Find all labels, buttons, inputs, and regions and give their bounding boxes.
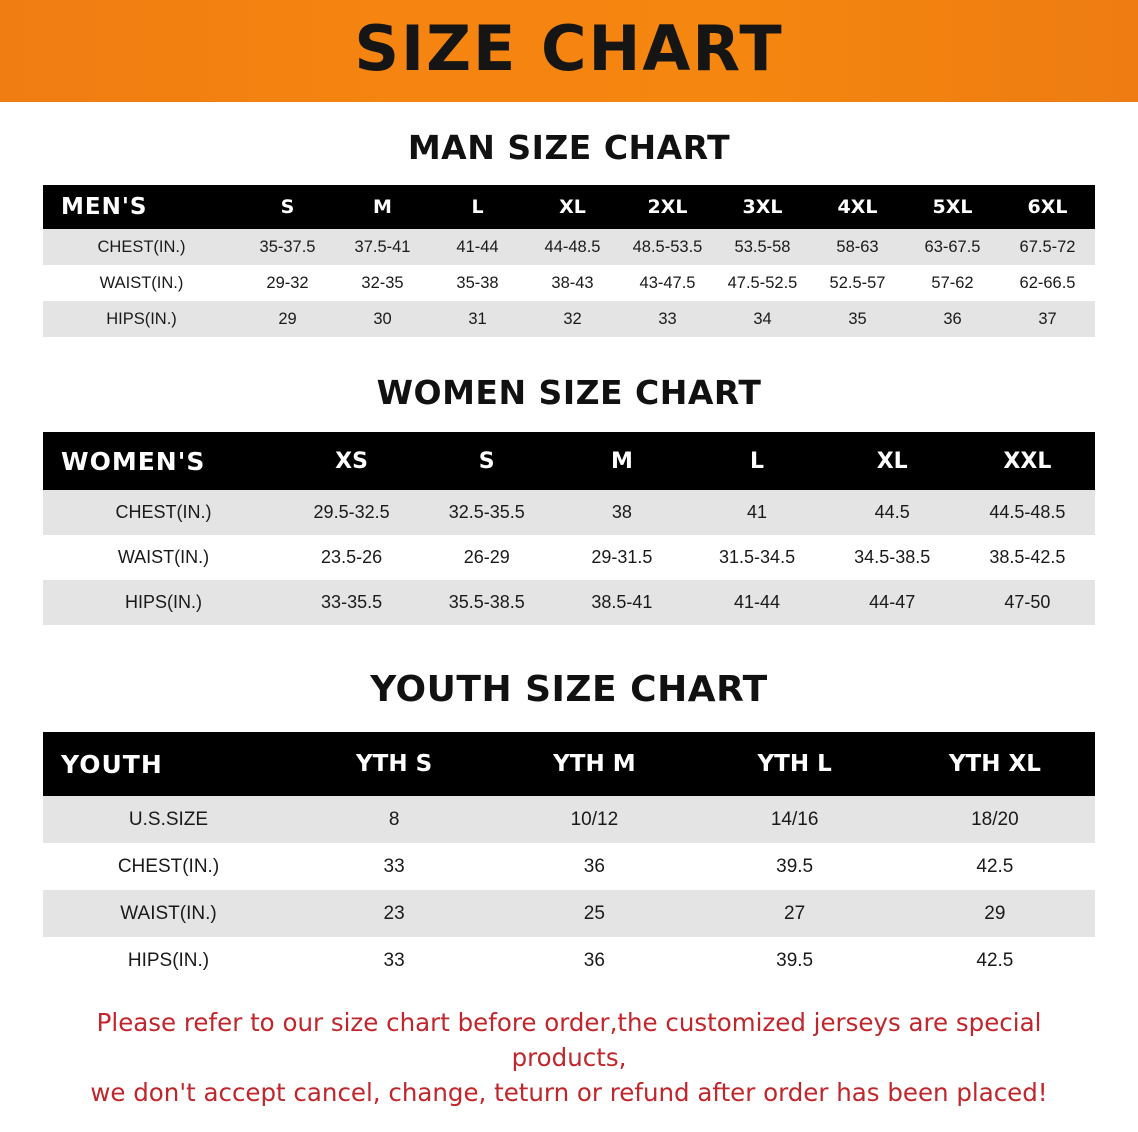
man-hips-s: 29 bbox=[240, 301, 335, 337]
table-row bbox=[43, 490, 1095, 535]
women-waist-l: 31.5-34.5 bbox=[689, 535, 824, 580]
women-hips-xl: 44-47 bbox=[825, 580, 960, 625]
man-hips-4xl: 35 bbox=[810, 301, 905, 337]
women-chest-s: 32.5-35.5 bbox=[419, 490, 554, 535]
youth-header-size-l: YTH L bbox=[695, 732, 895, 796]
man-header-size-3xl: 3XL bbox=[715, 185, 810, 229]
man-size-table bbox=[43, 185, 1095, 337]
youth-waist-l: 27 bbox=[695, 890, 895, 937]
table-row bbox=[43, 580, 1095, 625]
women-header-size-xs: XS bbox=[284, 432, 419, 490]
man-hips-6xl: 37 bbox=[1000, 301, 1095, 337]
man-header-size-m: M bbox=[335, 185, 430, 229]
man-hips-3xl: 34 bbox=[715, 301, 810, 337]
youth-us-size-s: 8 bbox=[294, 796, 494, 843]
youth-header-label: YOUTH bbox=[43, 732, 294, 796]
youth-hips-s: 33 bbox=[294, 937, 494, 984]
man-chest-s: 35-37.5 bbox=[240, 229, 335, 265]
women-header-label: WOMEN'S bbox=[43, 432, 284, 490]
man-chest-m: 37.5-41 bbox=[335, 229, 430, 265]
women-hips-s: 35.5-38.5 bbox=[419, 580, 554, 625]
women-size-table bbox=[43, 432, 1095, 625]
man-waist-5xl: 57-62 bbox=[905, 265, 1000, 301]
man-header-size-2xl: 2XL bbox=[620, 185, 715, 229]
policy-note-line-2: we don't accept cancel, change, teturn or refund after order has been placed! bbox=[90, 1077, 1048, 1107]
women-table-head bbox=[43, 432, 1095, 490]
man-chest-3xl: 53.5-58 bbox=[715, 229, 810, 265]
women-row-label-chest: CHEST(IN.) bbox=[43, 490, 284, 535]
table-row bbox=[43, 890, 1095, 937]
youth-table-header-row bbox=[43, 732, 1095, 796]
youth-chest-s: 33 bbox=[294, 843, 494, 890]
youth-size-table bbox=[43, 732, 1095, 984]
man-table-head bbox=[43, 185, 1095, 229]
women-chest-xxl: 44.5-48.5 bbox=[960, 490, 1095, 535]
man-waist-l: 35-38 bbox=[430, 265, 525, 301]
women-hips-xxl: 47-50 bbox=[960, 580, 1095, 625]
youth-row-label-us-size: U.S.SIZE bbox=[43, 796, 294, 843]
youth-us-size-xl: 18/20 bbox=[895, 796, 1095, 843]
women-header-size-xl: XL bbox=[825, 432, 960, 490]
women-chest-xl: 44.5 bbox=[825, 490, 960, 535]
man-size-table-wrap bbox=[43, 185, 1095, 337]
man-waist-2xl: 43-47.5 bbox=[620, 265, 715, 301]
man-header-size-s: S bbox=[240, 185, 335, 229]
man-hips-xl: 32 bbox=[525, 301, 620, 337]
youth-us-size-m: 10/12 bbox=[494, 796, 694, 843]
man-chest-6xl: 67.5-72 bbox=[1000, 229, 1095, 265]
policy-note bbox=[39, 1006, 1099, 1110]
youth-hips-m: 36 bbox=[494, 937, 694, 984]
women-header-size-m: M bbox=[554, 432, 689, 490]
man-waist-m: 32-35 bbox=[335, 265, 430, 301]
table-row bbox=[43, 843, 1095, 890]
man-waist-xl: 38-43 bbox=[525, 265, 620, 301]
youth-us-size-l: 14/16 bbox=[695, 796, 895, 843]
table-row bbox=[43, 265, 1095, 301]
page-banner bbox=[0, 0, 1138, 102]
women-waist-xl: 34.5-38.5 bbox=[825, 535, 960, 580]
women-row-label-waist: WAIST(IN.) bbox=[43, 535, 284, 580]
man-hips-5xl: 36 bbox=[905, 301, 1000, 337]
man-row-label-chest: CHEST(IN.) bbox=[43, 229, 240, 265]
policy-note-line-1: Please refer to our size chart before order,the customized jerseys are special products, bbox=[96, 1008, 1042, 1072]
women-waist-xs: 23.5-26 bbox=[284, 535, 419, 580]
women-size-table-wrap bbox=[43, 432, 1095, 625]
man-chest-5xl: 63-67.5 bbox=[905, 229, 1000, 265]
page-title: SIZE CHART bbox=[354, 12, 784, 85]
women-table-body bbox=[43, 490, 1095, 625]
youth-row-label-hips: HIPS(IN.) bbox=[43, 937, 294, 984]
man-row-label-hips: HIPS(IN.) bbox=[43, 301, 240, 337]
youth-header-size-s: YTH S bbox=[294, 732, 494, 796]
man-table-body bbox=[43, 229, 1095, 337]
youth-row-label-waist: WAIST(IN.) bbox=[43, 890, 294, 937]
man-chest-l: 41-44 bbox=[430, 229, 525, 265]
women-waist-s: 26-29 bbox=[419, 535, 554, 580]
man-chest-2xl: 48.5-53.5 bbox=[620, 229, 715, 265]
table-row bbox=[43, 937, 1095, 984]
women-row-label-hips: HIPS(IN.) bbox=[43, 580, 284, 625]
youth-hips-l: 39.5 bbox=[695, 937, 895, 984]
youth-chest-m: 36 bbox=[494, 843, 694, 890]
youth-waist-s: 23 bbox=[294, 890, 494, 937]
women-chest-l: 41 bbox=[689, 490, 824, 535]
man-header-label: MEN'S bbox=[43, 185, 240, 229]
man-waist-3xl: 47.5-52.5 bbox=[715, 265, 810, 301]
women-section-heading: WOMEN SIZE CHART bbox=[376, 373, 762, 412]
youth-table-body bbox=[43, 796, 1095, 984]
man-header-size-l: L bbox=[430, 185, 525, 229]
table-row bbox=[43, 301, 1095, 337]
man-section-heading: MAN SIZE CHART bbox=[407, 128, 731, 167]
man-waist-6xl: 62-66.5 bbox=[1000, 265, 1095, 301]
youth-section-heading: YOUTH SIZE CHART bbox=[370, 669, 768, 710]
women-hips-xs: 33-35.5 bbox=[284, 580, 419, 625]
youth-chest-l: 39.5 bbox=[695, 843, 895, 890]
man-waist-s: 29-32 bbox=[240, 265, 335, 301]
youth-waist-m: 25 bbox=[494, 890, 694, 937]
man-chest-xl: 44-48.5 bbox=[525, 229, 620, 265]
table-row bbox=[43, 796, 1095, 843]
man-hips-m: 30 bbox=[335, 301, 430, 337]
man-row-label-waist: WAIST(IN.) bbox=[43, 265, 240, 301]
man-header-size-4xl: 4XL bbox=[810, 185, 905, 229]
women-waist-m: 29-31.5 bbox=[554, 535, 689, 580]
table-row bbox=[43, 229, 1095, 265]
women-chest-xs: 29.5-32.5 bbox=[284, 490, 419, 535]
man-waist-4xl: 52.5-57 bbox=[810, 265, 905, 301]
women-table-header-row bbox=[43, 432, 1095, 490]
women-hips-l: 41-44 bbox=[689, 580, 824, 625]
women-waist-xxl: 38.5-42.5 bbox=[960, 535, 1095, 580]
women-chest-m: 38 bbox=[554, 490, 689, 535]
youth-row-label-chest: CHEST(IN.) bbox=[43, 843, 294, 890]
man-hips-l: 31 bbox=[430, 301, 525, 337]
women-hips-m: 38.5-41 bbox=[554, 580, 689, 625]
youth-hips-xl: 42.5 bbox=[895, 937, 1095, 984]
women-header-size-s: S bbox=[419, 432, 554, 490]
youth-waist-xl: 29 bbox=[895, 890, 1095, 937]
man-header-size-6xl: 6XL bbox=[1000, 185, 1095, 229]
man-header-size-xl: XL bbox=[525, 185, 620, 229]
man-header-size-5xl: 5XL bbox=[905, 185, 1000, 229]
table-row bbox=[43, 535, 1095, 580]
youth-chest-xl: 42.5 bbox=[895, 843, 1095, 890]
women-header-size-l: L bbox=[689, 432, 824, 490]
youth-header-size-m: YTH M bbox=[494, 732, 694, 796]
women-header-size-xxl: XXL bbox=[960, 432, 1095, 490]
youth-table-head bbox=[43, 732, 1095, 796]
youth-size-table-wrap bbox=[43, 732, 1095, 984]
man-hips-2xl: 33 bbox=[620, 301, 715, 337]
man-table-header-row bbox=[43, 185, 1095, 229]
man-chest-4xl: 58-63 bbox=[810, 229, 905, 265]
youth-header-size-xl: YTH XL bbox=[895, 732, 1095, 796]
